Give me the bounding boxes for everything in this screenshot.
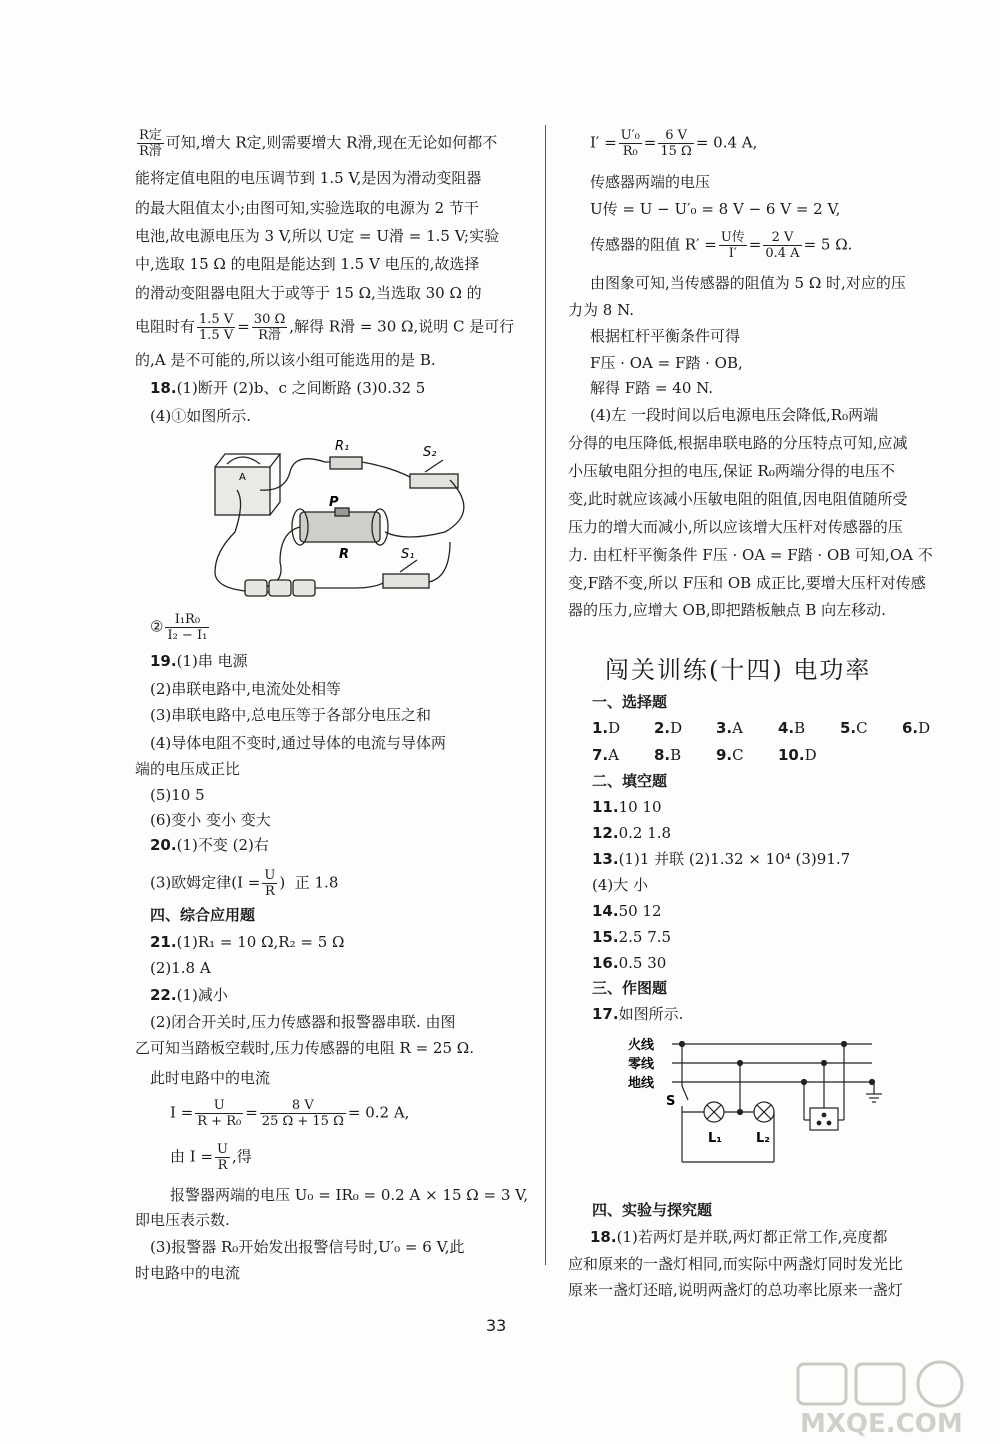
r-label: R bbox=[339, 547, 350, 562]
line: 13.(1)1 并联 (2)1.32 × 10⁴ (3)91.7 bbox=[592, 850, 851, 868]
line: 小压敏电阻分担的电压,保证 R₀两端分得的电压不 bbox=[568, 462, 895, 480]
line: (3)欧姆定律(I = $\frac{U}{R}$ ) 正 1.8 bbox=[150, 868, 339, 899]
line: 12.0.2 1.8 bbox=[592, 824, 672, 842]
column-divider bbox=[545, 125, 546, 1265]
line: (2)1.8 A bbox=[150, 959, 211, 977]
line: 中,选取 15 Ω 的电阻是能达到 1.5 V 电压的,故选择 bbox=[135, 255, 480, 273]
line: 18.(1)若两灯是并联,两灯都正常工作,亮度都 bbox=[590, 1228, 888, 1246]
line: (4)左 一段时间以后电源电压会降低,R₀两端 bbox=[590, 406, 879, 424]
line: 此时电路中的电流 bbox=[150, 1069, 271, 1087]
line: I′ = $\frac{\text{U′₀}}{\text{R₀}}$ = $\frac{6 V}{15 \Omega}$ = 0.4 A, bbox=[590, 128, 758, 159]
line: 16.0.5 30 bbox=[592, 954, 667, 972]
line: U传 = U − U′₀ = 8 V − 6 V = 2 V, bbox=[590, 200, 841, 218]
ammeter-label: A bbox=[239, 472, 246, 483]
line: F压 · OA = F踏 · OB, bbox=[590, 354, 743, 372]
section-title: 闯关训练(十四) 电功率 bbox=[605, 656, 872, 684]
line: (4)①如图所示. bbox=[150, 407, 252, 425]
fraction: $\frac{30 \Omega}{\text{R滑}}$ bbox=[253, 312, 286, 343]
line: 电阻时有 $\frac{1.5 V}{1.5 V}$ = $\frac{30 \Omega}{\text{R滑}}$ ,解得 R滑 = 30 Ω,说明 C 是可行 bbox=[135, 312, 515, 343]
ground-wire-label: 地线 bbox=[628, 1076, 655, 1091]
svg-text:MXQE.COM: MXQE.COM bbox=[800, 1409, 963, 1439]
line: 时电路中的电流 bbox=[135, 1264, 241, 1282]
neutral-wire-label: 零线 bbox=[628, 1057, 655, 1072]
line: 力. 由杠杆平衡条件 F压 · OA = F踏 · OB 可知,OA 不 bbox=[568, 546, 933, 564]
line: 18.(1)断开 (2)b、c 之间断路 (3)0.32 5 bbox=[150, 379, 426, 397]
line: 14.50 12 bbox=[592, 902, 662, 920]
line: 由图象可知,当传感器的阻值为 5 Ω 时,对应的压 bbox=[590, 274, 906, 292]
line: 即电压表示数. bbox=[135, 1211, 230, 1229]
line: 解得 F踏 = 40 N. bbox=[590, 379, 714, 397]
fraction: $\frac{\text{I₁R₀}}{\text{I₂ − I₁}}$ bbox=[167, 612, 208, 643]
line: 分得的电压降低,根据串联电路的分压特点可知,应减 bbox=[568, 434, 908, 452]
answers-row-1: 1.D 2.D 3.A 4.B 5.C 6.D bbox=[592, 719, 931, 737]
page-number: 33 bbox=[486, 1316, 507, 1335]
circuit-figure bbox=[205, 432, 475, 610]
lamp2-label: L₂ bbox=[756, 1131, 770, 1146]
fraction: $\frac{6 V}{15 \Omega}$ bbox=[660, 128, 692, 159]
line: 15.2.5 7.5 bbox=[592, 928, 672, 946]
line: 的滑动变阻器电阻大于或等于 15 Ω,当选取 30 Ω 的 bbox=[135, 284, 482, 302]
line: 电池,故电源电压为 3 V,所以 U定 = U滑 = 1.5 V;实验 bbox=[135, 227, 500, 245]
line: 变,F踏不变,所以 F压和 OB 成正比,要增大压杆对传感 bbox=[568, 574, 926, 592]
fraction: $\frac{\text{U′₀}}{\text{R₀}}$ bbox=[620, 128, 640, 159]
line: 传感器两端的电压 bbox=[590, 173, 711, 191]
answers-row-2: 7.A 8.B 9.C 10.D bbox=[592, 746, 817, 764]
line: (2)闭合开关时,压力传感器和报警器串联. 由图 bbox=[150, 1013, 456, 1031]
line: 变,此时就应该减小压敏电阻的阻值,因电阻值随所受 bbox=[568, 490, 908, 508]
line: 21.(1)R₁ = 10 Ω,R₂ = 5 Ω bbox=[150, 933, 345, 951]
line: 报警器两端的电压 U₀ = IR₀ = 0.2 A × 15 Ω = 3 V, bbox=[170, 1186, 529, 1204]
line: 的最大阻值太小;由图可知,实验选取的电源为 2 节干 bbox=[135, 199, 479, 217]
line: (3)串联电路中,总电压等于各部分电压之和 bbox=[150, 706, 432, 724]
line: 11.10 10 bbox=[592, 798, 662, 816]
s2-label: S₂ bbox=[423, 445, 437, 460]
line: 由 I = $\frac{U}{R}$ ,得 bbox=[170, 1142, 252, 1173]
r1-label: R₁ bbox=[335, 439, 350, 454]
line: 传感器的阻值 R′ = $\frac{\text{U传}}{I'}$ = $\frac{2 V}{0.4 A}$ = 5 Ω. bbox=[590, 230, 853, 261]
line: 压力的增大而减小,所以应该增大压杆对传感器的压 bbox=[568, 518, 903, 536]
section-heading: 四、综合应用题 bbox=[150, 906, 256, 924]
line: 根据杠杆平衡条件可得 bbox=[590, 327, 741, 345]
section-heading: 三、作图题 bbox=[592, 979, 668, 997]
line: (4)导体电阻不变时,通过导体的电流与导体两 bbox=[150, 734, 447, 752]
fraction: $\frac{U}{\text{R + R₀}}$ bbox=[197, 1098, 242, 1129]
wiring-diagram bbox=[622, 1030, 884, 1180]
line: ② $\frac{\text{I₁R₀}}{\text{I₂ − I₁}}$ bbox=[150, 612, 208, 643]
fraction: $\frac{U}{R}$ bbox=[217, 1142, 228, 1173]
line: 的,A 是不可能的,所以该小组可能选用的是 B. bbox=[135, 351, 436, 369]
fraction: $\frac{2 V}{0.4 A}$ bbox=[765, 230, 800, 261]
line: 力为 8 N. bbox=[568, 301, 635, 319]
fraction: $\frac{\text{R定}}{\text{R滑}}$ bbox=[139, 128, 162, 159]
line: (2)串联电路中,电流处处相等 bbox=[150, 680, 342, 698]
fraction: $\frac{1.5 V}{1.5 V}$ bbox=[199, 312, 234, 343]
line: 应和原来的一盏灯相同,而实际中两盏灯同时发光比 bbox=[568, 1255, 903, 1273]
line: 乙可知当踏板空载时,压力传感器的电阻 R = 25 Ω. bbox=[135, 1039, 474, 1057]
line: 能将定值电阻的电压调节到 1.5 V,是因为滑动变阻器 bbox=[135, 169, 482, 187]
fraction: $\frac{\text{U传}}{I'}$ bbox=[720, 230, 745, 261]
line: 19.(1)串 电源 bbox=[150, 652, 248, 670]
line: 原来一盏灯还暗,说明两盏灯的总功率比原来一盏灯 bbox=[568, 1281, 903, 1299]
line: 22.(1)减小 bbox=[150, 986, 228, 1004]
line: $\frac{\text{R定}}{\text{R滑}}$ 可知,增大 R定,则需要增大 R滑,现在无论如何都不 bbox=[139, 128, 498, 159]
line: (3)报警器 R₀开始发出报警信号时,U′₀ = 6 V,此 bbox=[150, 1238, 465, 1256]
section-heading: 四、实验与探究题 bbox=[592, 1201, 713, 1219]
line: 端的电压成正比 bbox=[135, 760, 241, 778]
watermark-logo bbox=[790, 1360, 990, 1440]
switch-label: S bbox=[666, 1094, 676, 1109]
line: (4)大 小 bbox=[592, 876, 649, 894]
section-heading: 一、选择题 bbox=[592, 693, 668, 711]
line: 17.如图所示. bbox=[592, 1005, 684, 1023]
section-heading: 二、填空题 bbox=[592, 772, 668, 790]
fire-wire-label: 火线 bbox=[628, 1038, 655, 1053]
fraction: $\frac{U}{R}$ bbox=[264, 868, 276, 899]
fraction: $\frac{8 V}{25 \Omega + 15 \Omega}$ bbox=[261, 1098, 344, 1129]
line: 器的压力,应增大 OB,即把踏板触点 B 向左移动. bbox=[568, 601, 886, 619]
line: (6)变小 变小 变大 bbox=[150, 811, 271, 829]
line: (5)10 5 bbox=[150, 786, 205, 804]
p-label: P bbox=[329, 495, 339, 510]
lamp1-label: L₁ bbox=[708, 1131, 722, 1146]
line: 20.(1)不变 (2)右 bbox=[150, 836, 269, 854]
line: I = $\frac{U}{\text{R + R₀}}$ = $\frac{8 V}{25 \Omega + 15 \Omega}$ = 0.2 A, bbox=[170, 1098, 410, 1129]
s1-label: S₁ bbox=[401, 547, 415, 562]
